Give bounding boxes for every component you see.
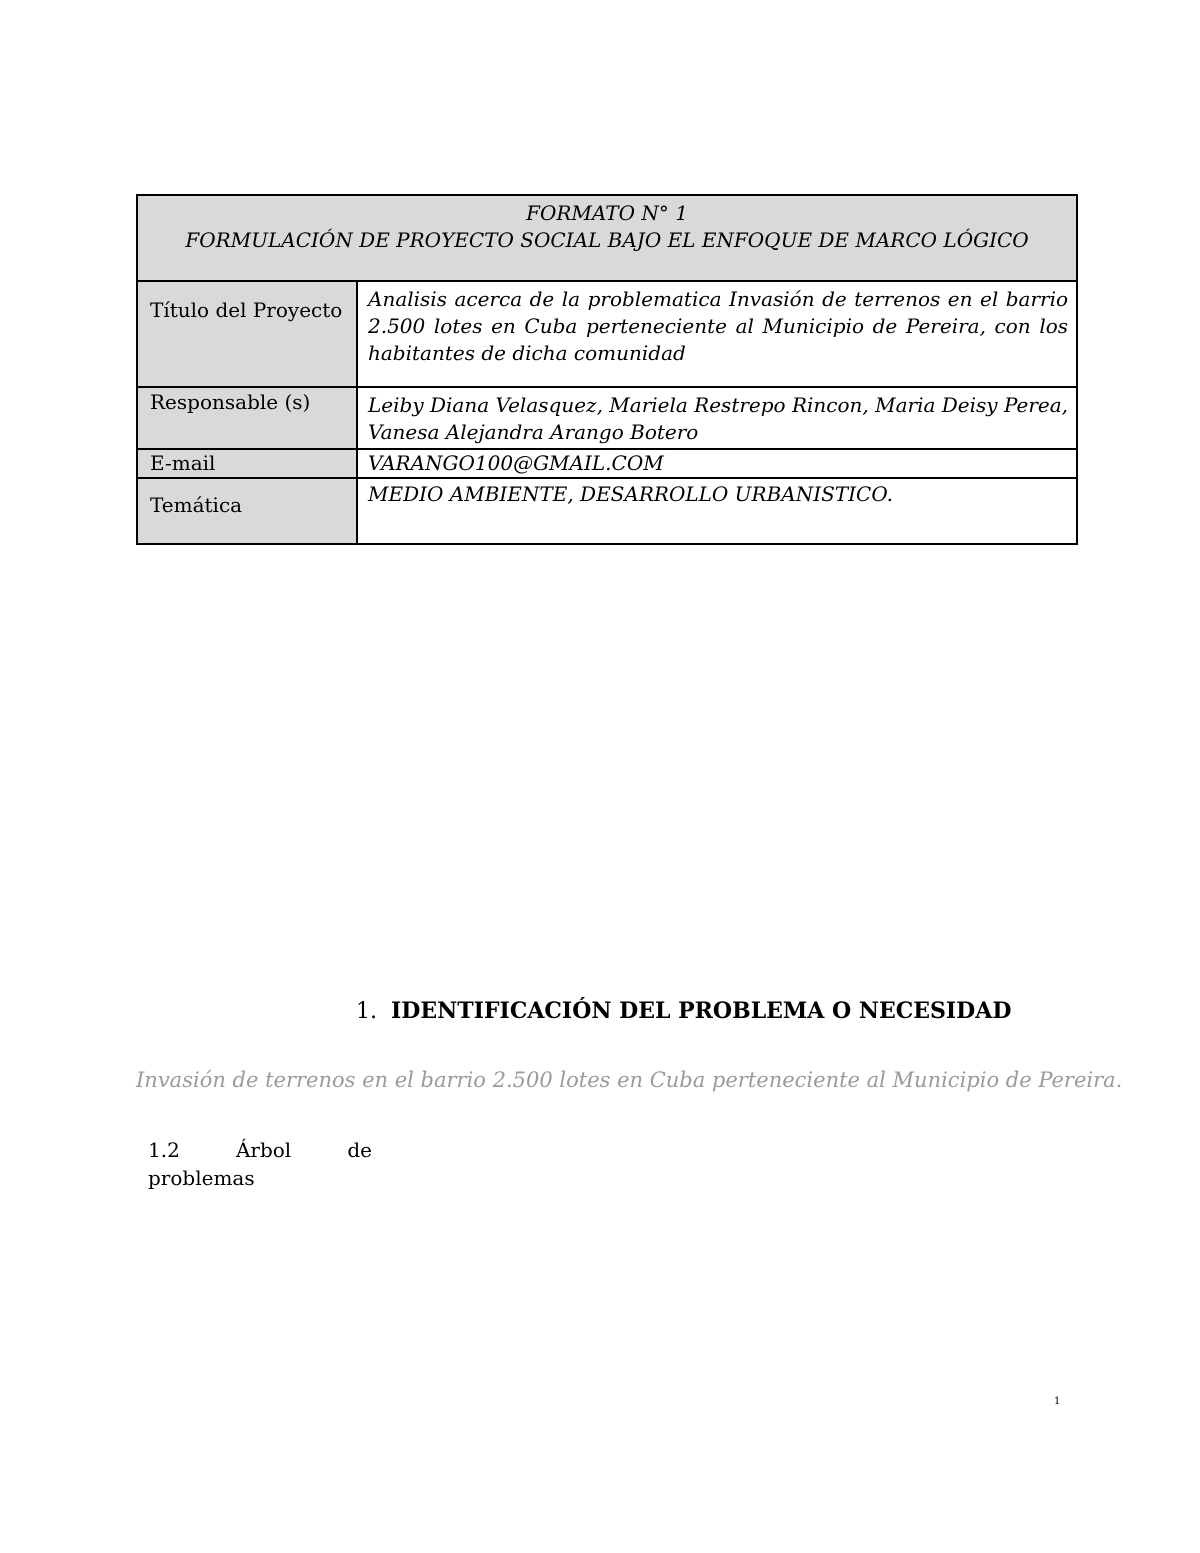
subsection-word-arbol: Árbol bbox=[235, 1138, 292, 1162]
section-heading bbox=[356, 998, 1011, 1024]
label-titulo: Título del Proyecto bbox=[137, 281, 357, 387]
value-responsable: Leiby Diana Velasquez, Mariela Restrepo Rincon, Maria Deisy Perea, Vanesa Alejandra Arango Botero bbox=[357, 387, 1077, 449]
row-titulo bbox=[137, 281, 1077, 387]
value-titulo: Analisis acerca de la problematica Invasión de terrenos en el barrio 2.500 lotes en Cuba perteneciente al Municipio de Pereira, con los habitantes de dicha comunidad bbox=[357, 281, 1077, 387]
format-number: FORMATO N° 1 bbox=[526, 201, 688, 225]
format-header bbox=[137, 195, 1077, 281]
value-email: VARANGO100@GMAIL.COM bbox=[357, 449, 1077, 478]
problem-statement: Invasión de terrenos en el barrio 2.500 lotes en Cuba perteneciente al Municipio de Pereira. bbox=[136, 1068, 1123, 1092]
row-responsable bbox=[137, 387, 1077, 449]
subsection-word-problemas: problemas bbox=[148, 1166, 255, 1190]
label-responsable: Responsable (s) bbox=[137, 387, 357, 449]
footnote-mark: 1 bbox=[1054, 1396, 1061, 1407]
section-number: 1. bbox=[356, 999, 377, 1024]
label-email: E-mail bbox=[137, 449, 357, 478]
label-tematica: Temática bbox=[137, 478, 357, 544]
format-title: FORMULACIÓN DE PROYECTO SOCIAL BAJO EL ENFOQUE DE MARCO LÓGICO bbox=[185, 228, 1029, 252]
subsection-word-de: de bbox=[347, 1138, 372, 1162]
value-tematica: MEDIO AMBIENTE, DESARROLLO URBANISTICO. bbox=[357, 478, 1077, 544]
row-email bbox=[137, 449, 1077, 478]
row-tematica bbox=[137, 478, 1077, 544]
format-table bbox=[136, 194, 1078, 545]
section-title: IDENTIFICACIÓN DEL PROBLEMA O NECESIDAD bbox=[391, 998, 1012, 1024]
subsection-heading bbox=[148, 1136, 372, 1192]
subsection-line bbox=[148, 1136, 372, 1164]
format-header-row bbox=[137, 195, 1077, 281]
subsection-number: 1.2 bbox=[148, 1138, 180, 1162]
